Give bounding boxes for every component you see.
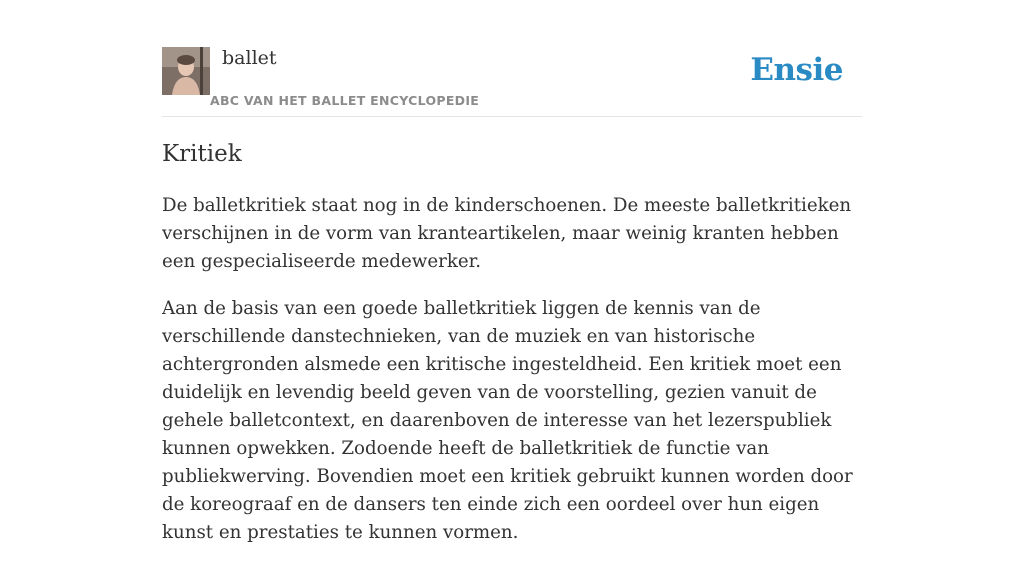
article-paragraph: Aan de basis van een goede balletkritiek liggen de kennis van de verschillende danstechnieken, van de muziek en van historische achtergronden alsmede een kritische ingesteldheid. Een kritiek moet een duidelijk en levendig beeld geven van de voorstelling, gezien vanuit de gehele balletcontext, en daarenboven de interesse van het lezerspubliek kunnen opwekken. Zodoende heeft de balletkritiek de functie van publiekwerving. Bovendien moet een kritiek gebruikt kunnen worden door de koreograaf en de dansers ten einde zich een oordeel over hun eigen kunst en prestaties te kunnen vormen.	[162, 298, 853, 543]
author-name[interactable]: ballet	[222, 47, 277, 69]
author-avatar[interactable]	[162, 47, 210, 95]
article-container	[162, 0, 862, 543]
article-title: Kritiek	[162, 141, 242, 167]
article-body	[162, 192, 872, 566]
ensie-logo[interactable]: Ensie	[750, 52, 843, 88]
encyclopedia-subtitle[interactable]: ABC VAN HET BALLET ENCYCLOPEDIE	[210, 93, 480, 108]
article-paragraph: De balletkritiek staat nog in de kinderschoenen. De meeste balletkritieken verschijnen in de vorm van kranteartikelen, maar weinig kranten hebben een gespecialiseerde medewerker.	[162, 195, 852, 272]
avatar-photo-icon	[162, 47, 210, 95]
article-header	[162, 0, 862, 117]
